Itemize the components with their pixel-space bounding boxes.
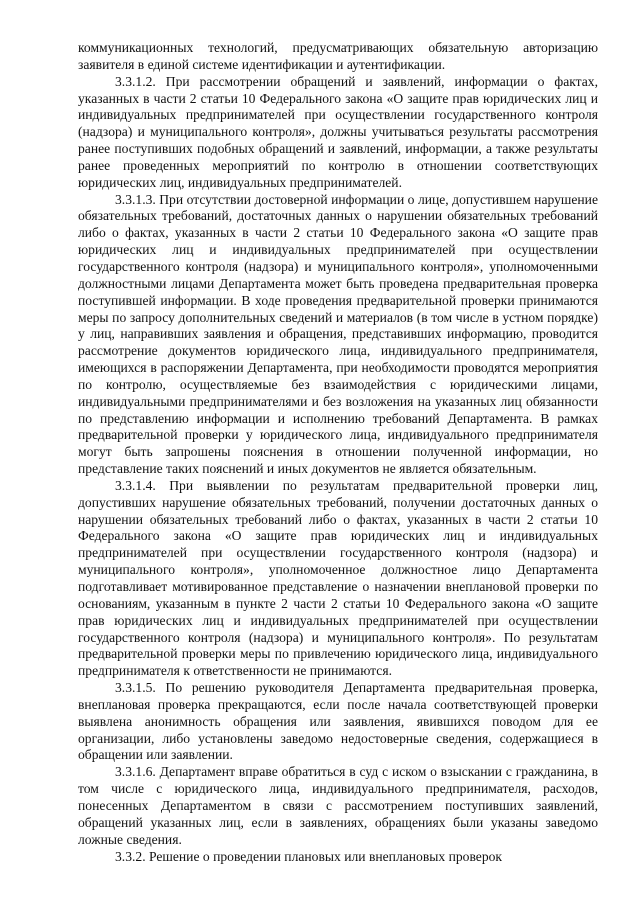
paragraph-3-3-1-4: 3.3.1.4. При выявлении по результатам предварительной проверки лиц, допустивших нарушение обязательных требований, получении достаточных данных о нарушении обязательных требований либо о фактах, указанных в части 2 статьи 10 Федерального закона «О защите прав юридических лиц и индивидуальных предпринимателей при осуществлении государственного контроля (надзора) и муниципального контроля», уполномоченное должностное лицо Департамента подготавливает мотивированное представление о назначении внеплановой проверки по основаниям, указанным в пункте 2 части 2 статьи 10 Федерального закона «О защите прав юридических лиц и индивидуальных предпринимателей при осуществлении государственного контроля (надзора) и муниципального контроля». По результатам предварительной проверки меры по привлечению юридического лица, индивидуального предпринимателя к ответственности не принимаются. [78,477,598,679]
paragraph-3-3-1-5: 3.3.1.5. По решению руководителя Департамента предварительная проверка, внеплановая проверка прекращаются, если после начала соответствующей проверки выявлена анонимность обращения или заявления, явившихся поводом для ее организации, либо установлены заведомо недостоверные сведения, содержащиеся в обращении или заявлении. [78,680,598,763]
paragraph-3-3-2: 3.3.2. Решение о проведении плановых или внеплановых проверок [115,848,503,864]
paragraph-3-3-1-3: 3.3.1.3. При отсутствии достоверной информации о лице, допустившем нарушение обязательных требований, достаточных данных о нарушении обязательных требований либо о фактах, указанных в части 2 статьи 10 Федерального закона «О защите прав юридических лиц и индивидуальных предпринимателей при осуществлении государственного контроля (надзора) и муниципального контроля», уполномоченными должностными лицами Департамента может быть проведена предварительная проверка поступившей информации. В ходе проведения предварительной проверки принимаются меры по запросу дополнительных сведений и материалов (в том числе в устном порядке) у лиц, направивших заявления и обращения, представивших информацию, проводится рассмотрение документов юридического лица, индивидуального предпринимателя, имеющихся в распоряжении Департамента, при необходимости проводятся мероприятия по контролю, осуществляемые без взаимодействия с юридическими лицами, индивидуальными предпринимателями и без возложения на указанных лиц обязанности по представлению информации и исполнению требований Департамента. В рамках предварительной проверки у юридического лица, индивидуального предпринимателя могут быть запрошены пояснения в отношении полученной информации, но представление таких пояснений и иных документов не является обязательным. [78,191,598,477]
paragraph-3-3-1-6: 3.3.1.6. Департамент вправе обратиться в суд с иском о взыскании с гражданина, в том числе с юридического лица, индивидуального предпринимателя, расходов, понесенных Департаментом в связи с рассмотрением поступивших заявлений, обращений указанных лиц, если в заявлениях, обращениях были указаны заведомо ложные сведения. [78,764,598,847]
paragraph-continuation: коммуникационных технологий, предусматривающих обязательную авторизацию заявителя в единой системе идентификации и аутентификации. [78,40,598,72]
document-page [78,40,598,865]
paragraph-3-3-1-2: 3.3.1.2. При рассмотрении обращений и заявлений, информации о фактах, указанных в части 2 статьи 10 Федерального закона «О защите прав юридических лиц и индивидуальных предпринимателей при осуществлении государственного контроля (надзора) и муниципального контроля», должны учитываться результаты рассмотрения ранее поступивших подобных обращений и заявлений, информации, а также результаты ранее проведенных мероприятий по контролю в отношении соответствующих юридических лиц, индивидуальных предпринимателей. [78,73,598,190]
